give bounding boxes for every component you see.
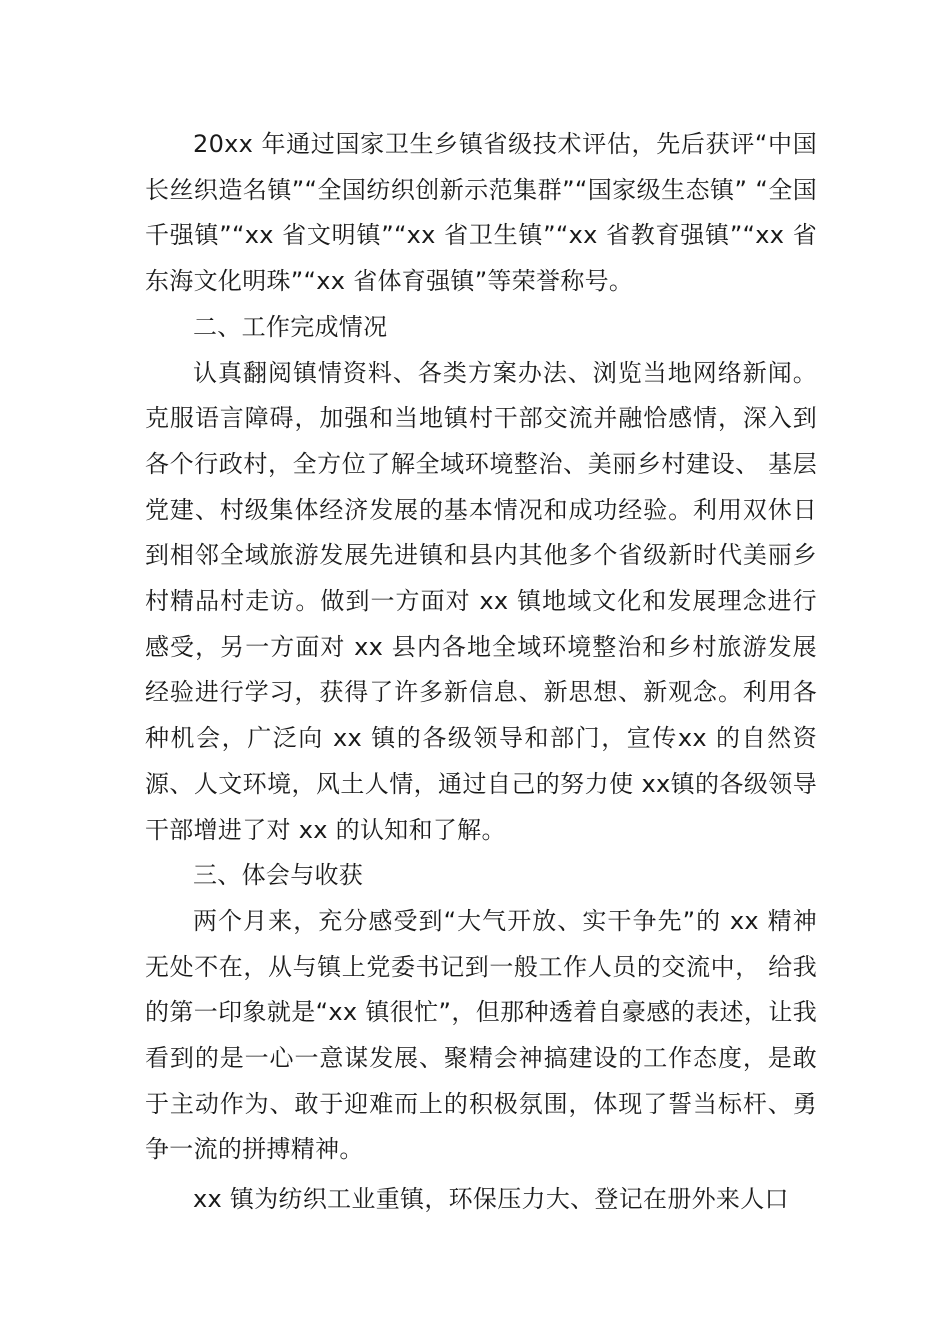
document-page bbox=[145, 122, 817, 1223]
paragraph-honors: 20xx 年通过国家卫生乡镇省级技术评估，先后获评“中国长丝织造名镇”“全国纺织创新示范集群”“国家级生态镇” “全国千强镇”“xx 省文明镇”“xx 省卫生镇”“xx 省教育强镇”“xx 省东海文化明珠”“xx 省体育强镇”等荣誉称号。 bbox=[145, 130, 817, 296]
paragraph-experience: 两个月来，充分感受到“大气开放、实干争先”的 xx 精神无处不在，从与镇上党委书记到一般工作人员的交流中， 给我的第一印象就是“xx 镇很忙”，但那种透着自豪感的表述，让我看到的是一心一意谋发展、聚精会神搞建设的工作态度，是敢于主动作为、敢于迎难而上的积极氛围，体现了誓当标杆、勇争一流的拼搏精神。 bbox=[145, 906, 817, 1164]
paragraph-work-details: 认真翻阅镇情资料、各类方案办法、浏览当地网络新闻。克服语言障碍，加强和当地镇村干部交流并融恰感情，深入到各个行政村，全方位了解全域环境整治、美丽乡村建设、 基层党建、村级集体经济发展的基本情况和成功经验。利用双休日到相邻全域旅游发展先进镇和县内其他多个省级新时代美丽乡村精品村走访。做到一方面对 xx 镇地域文化和发展理念进行感受，另一方面对 xx 县内各地全域环境整治和乡村旅游发展经验进行学习，获得了许多新信息、新思想、新观念。利用各种机会，广泛向 xx 镇的各级领导和部门，宣传xx 的自然资源、人文环境，风土人情，通过自己的努力使 xx镇的各级领导干部增进了对 xx 的认知和了解。 bbox=[145, 358, 817, 844]
section-heading-experience: 三、体会与收获 bbox=[193, 861, 364, 890]
paragraph-textile-town: xx 镇为纺织工业重镇，环保压力大、登记在册外来人口 bbox=[193, 1185, 789, 1214]
section-heading-work-completion: 二、工作完成情况 bbox=[193, 312, 388, 341]
